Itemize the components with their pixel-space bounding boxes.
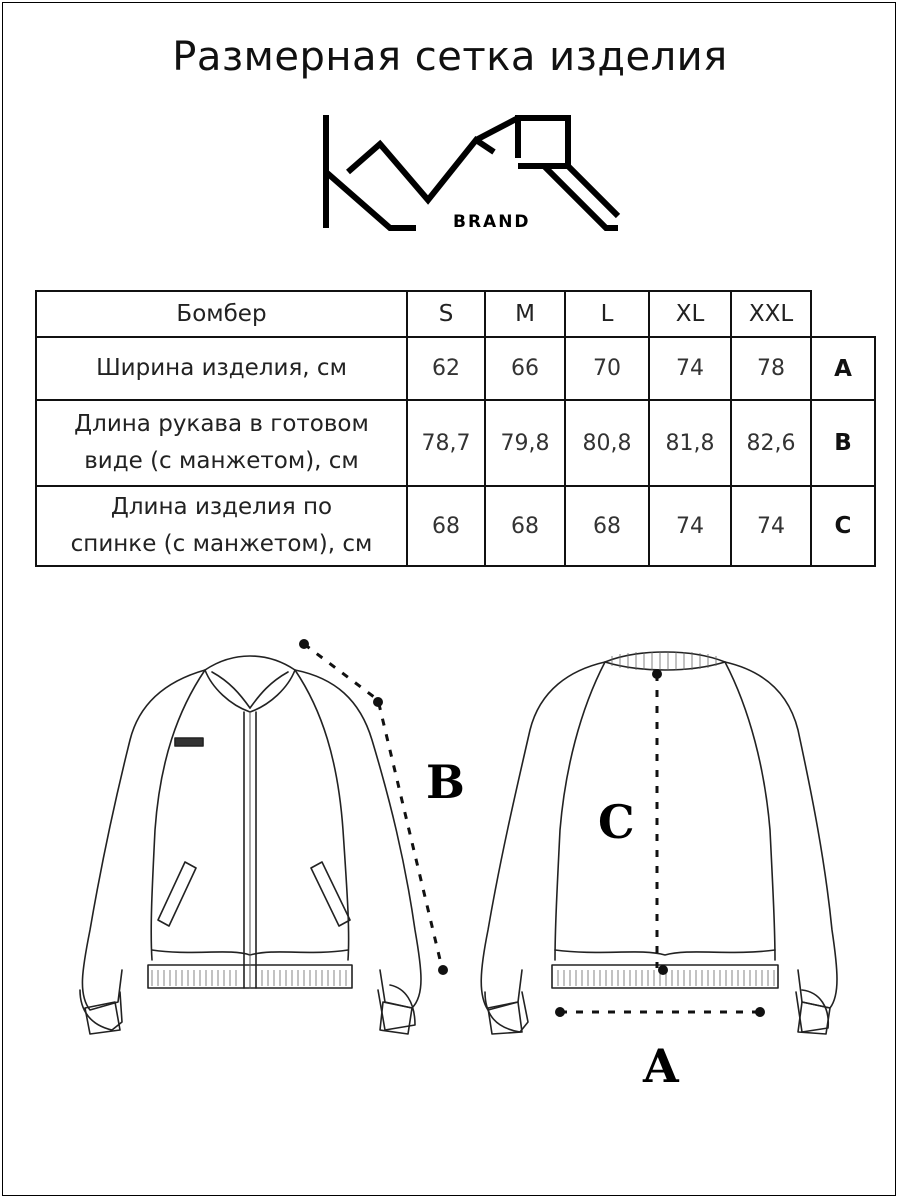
row-label: Длина рукава в готовом виде (с манжетом), см (36, 400, 407, 486)
jacket-back-drawing (481, 652, 837, 1034)
row-value: 68 (565, 486, 649, 566)
table-row (36, 337, 875, 400)
header-blank (811, 291, 875, 337)
row-value: 68 (407, 486, 485, 566)
brand-logo (318, 110, 628, 235)
jacket-front-drawing (80, 656, 421, 1034)
row-code: B (811, 400, 875, 486)
row-value: 68 (485, 486, 565, 566)
row-value: 80,8 (565, 400, 649, 486)
row-code: C (811, 486, 875, 566)
header-size-xl: XL (649, 291, 731, 337)
size-table (35, 290, 876, 567)
row-value: 78 (731, 337, 811, 400)
row-value: 74 (731, 486, 811, 566)
row-value: 81,8 (649, 400, 731, 486)
header-size-m: M (485, 291, 565, 337)
row-code: A (811, 337, 875, 400)
row-value: 79,8 (485, 400, 565, 486)
row-label: Ширина изделия, см (36, 337, 407, 400)
row-label: Длина изделия по спинке (с манжетом), см (36, 486, 407, 566)
header-size-l: L (565, 291, 649, 337)
row-value: 66 (485, 337, 565, 400)
page-title: Размерная сетка изделия (172, 34, 728, 80)
row-value: 62 (407, 337, 485, 400)
label-c: C (598, 795, 635, 849)
row-value: 74 (649, 337, 731, 400)
brand-logo-sub: BRAND (453, 212, 531, 232)
row-value: 82,6 (731, 400, 811, 486)
measure-c (652, 669, 668, 975)
header-product: Бомбер (36, 291, 407, 337)
label-a: A (643, 1039, 679, 1093)
row-value: 78,7 (407, 400, 485, 486)
measure-a (555, 1007, 765, 1017)
header-size-xxl: XXL (731, 291, 811, 337)
row-value: 74 (649, 486, 731, 566)
header-size-s: S (407, 291, 485, 337)
row-value: 70 (565, 337, 649, 400)
jacket-diagram (60, 630, 860, 1100)
label-b: B (426, 755, 465, 809)
table-row (36, 400, 875, 486)
table-row (36, 486, 875, 566)
